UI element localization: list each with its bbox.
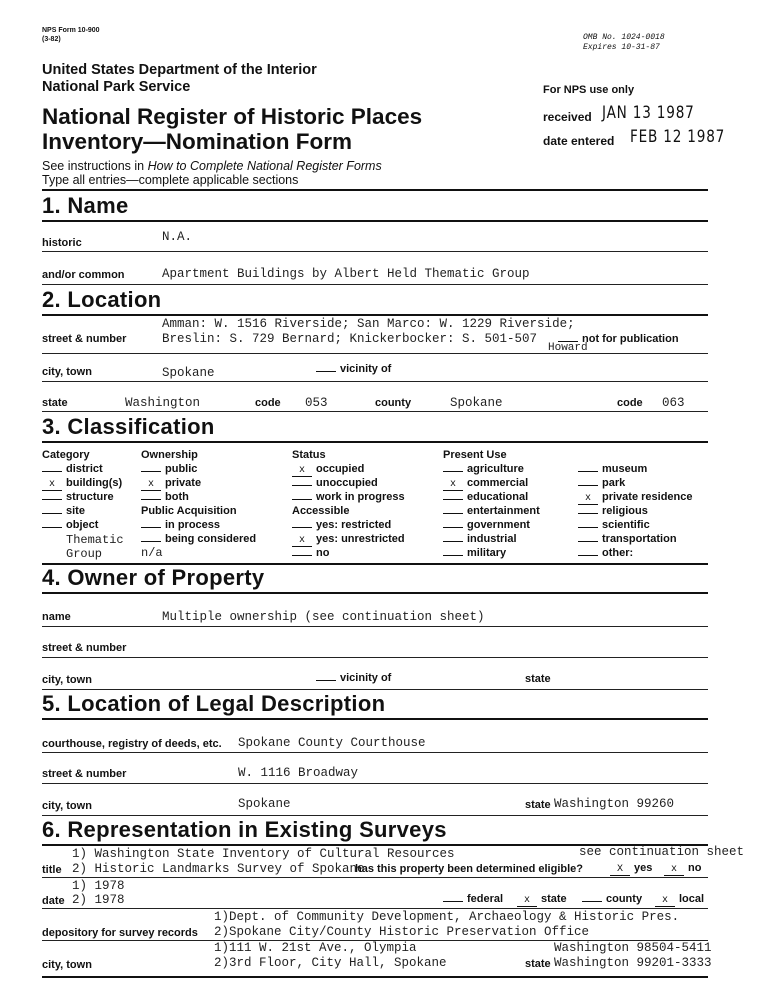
status-heading: Status: [292, 449, 326, 461]
checkbox-label: in process: [165, 519, 221, 531]
street-line-2: Breslin: S. 729 Bernard; Knickerbocker: S. 501-507: [162, 332, 538, 346]
code-label: code: [255, 397, 281, 409]
public-acquisition-heading: Public Acquisition: [141, 505, 237, 517]
instructions: See instructions in How to Complete National Register Forms: [42, 159, 382, 173]
section-4-heading: 4. Owner of Property: [42, 565, 265, 590]
checkbox-mark: [292, 555, 312, 556]
checkbox-mark: [141, 499, 161, 500]
common-name-value: Apartment Buildings by Albert Held Thematic Group: [162, 267, 530, 281]
checkbox-mark: x: [141, 480, 161, 491]
survey-title-2: 2) Historic Landmarks Survey of Spokane: [72, 862, 365, 876]
checkbox-item: [292, 477, 378, 489]
checkbox-mark: [443, 527, 463, 528]
depository-city-1: 1)111 W. 21st Ave., Olympia: [214, 941, 417, 955]
county-code-label: code: [617, 397, 643, 409]
checkbox-label: both: [165, 491, 189, 503]
checkbox-item: [443, 533, 517, 545]
level-county: county: [582, 893, 642, 905]
survey-title-label: title: [42, 864, 62, 876]
checkbox-mark: [578, 527, 598, 528]
form-revision: (3-82): [42, 36, 61, 43]
historic-value: N.A.: [162, 230, 193, 244]
checkbox-mark: [578, 541, 598, 542]
checkbox-label: religious: [602, 505, 648, 517]
received-stamp: JAN 13 1987: [602, 103, 695, 123]
eligible-no: x no: [664, 862, 701, 876]
checkbox-label: other:: [602, 547, 634, 559]
checkbox-mark: [443, 513, 463, 514]
continuation-note: see continuation sheet: [579, 845, 745, 859]
checkbox-item: [578, 463, 647, 475]
vicinity-of: vicinity of: [316, 363, 391, 375]
checkbox-mark: [443, 555, 463, 556]
checkbox-mark: [292, 527, 312, 528]
checkbox-label: military: [467, 547, 507, 559]
eligible-question: has this property been determined eligible?: [355, 863, 583, 875]
checkbox-label: government: [467, 519, 530, 531]
checkbox-item: [292, 519, 391, 531]
entered-stamp: FEB 12 1987: [630, 127, 726, 147]
section-2-heading: 2. Location: [42, 287, 162, 312]
legal-state-value: Washington 99260: [554, 797, 675, 811]
present-use-heading: Present Use: [443, 449, 507, 461]
depository-1: 1)Dept. of Community Development, Archaeology & Historic Pres.: [214, 910, 680, 924]
checkbox-label: park: [602, 477, 626, 489]
department: United States Department of the Interior: [42, 62, 317, 78]
checkbox-item: [141, 463, 197, 475]
checkbox-item: [292, 547, 329, 559]
legal-street-value: W. 1116 Broadway: [238, 766, 359, 780]
checkbox-item: [443, 491, 528, 503]
checkbox-item: [292, 533, 405, 547]
checkbox-mark: [443, 541, 463, 542]
checkbox-label: entertainment: [467, 505, 540, 517]
checkbox-label: public: [165, 463, 198, 475]
checkbox-mark: [141, 471, 161, 472]
checkbox-label: yes: restricted: [316, 519, 392, 531]
checkbox-item: [578, 533, 677, 545]
date-entered-label: date entered: [543, 134, 615, 148]
depository-state-label: state: [525, 958, 551, 970]
checkbox-label: structure: [66, 491, 114, 503]
form-title-line1: National Register of Historic Places: [42, 104, 423, 129]
checkbox-label: district: [66, 463, 103, 475]
checkbox-item: [141, 519, 220, 531]
owner-street-label: street & number: [42, 642, 127, 654]
checkbox-item: [578, 547, 633, 559]
checkbox-label: unoccupied: [316, 477, 378, 489]
checkbox-mark: [578, 471, 598, 472]
state-value: Washington: [125, 396, 201, 410]
checkbox-item: [443, 505, 540, 517]
checkbox-label: site: [66, 505, 85, 517]
checkbox-item: [578, 491, 693, 505]
county-code-value: 063: [662, 396, 685, 410]
checkbox-mark: [578, 513, 598, 514]
received-label: received: [543, 110, 592, 124]
county-value: Spokane: [450, 396, 503, 410]
checkbox-mark: x: [292, 466, 312, 477]
checkbox-mark: [443, 471, 463, 472]
historic-label: historic: [42, 237, 82, 249]
checkbox-mark: [42, 527, 62, 528]
checkbox-item: [443, 519, 530, 531]
checkbox-mark: [578, 485, 598, 486]
state-label: state: [42, 397, 68, 409]
checkbox-item: [42, 519, 98, 531]
category-note-2: Group: [66, 547, 103, 561]
checkbox-item: [443, 463, 524, 475]
expiration: Expires 10-31-87: [583, 43, 660, 52]
checkbox-label: commercial: [467, 477, 529, 489]
county-label: county: [375, 397, 412, 409]
level-local: x local: [655, 893, 704, 907]
checkbox-label: occupied: [316, 463, 365, 475]
street-label: street & number: [42, 333, 127, 345]
survey-date-1: 1) 1978: [72, 879, 125, 893]
checkbox-item: [42, 491, 114, 503]
depository-city-2: 2)3rd Floor, City Hall, Spokane: [214, 956, 447, 970]
level-state: x state: [517, 893, 567, 907]
agency: National Park Service: [42, 79, 191, 95]
section-1-heading: 1. Name: [42, 193, 129, 218]
ownership-heading: Ownership: [141, 449, 198, 461]
category-note-1: Thematic: [66, 533, 124, 547]
code-value: 053: [305, 396, 328, 410]
owner-name-value: Multiple ownership (see continuation sheet): [162, 610, 485, 624]
checkbox-mark: [443, 499, 463, 500]
checkbox-item: [578, 519, 650, 531]
checkbox-label: agriculture: [467, 463, 524, 475]
owner-city-label: city, town: [42, 674, 92, 686]
checkbox-item: [141, 477, 201, 491]
instructions-2: Type all entries—complete applicable sections: [42, 173, 299, 187]
checkbox-label: private: [165, 477, 202, 489]
nps-use-label: For NPS use only: [543, 84, 635, 96]
courthouse-label: courthouse, registry of deeds, etc.: [42, 738, 222, 750]
legal-city-label: city, town: [42, 800, 92, 812]
accessible-heading: Accessible: [292, 505, 350, 517]
checkbox-label: work in progress: [316, 491, 405, 503]
depository-label: depository for survey records: [42, 927, 198, 939]
checkbox-mark: [42, 471, 62, 472]
checkbox-item: [578, 505, 648, 517]
checkbox-mark: [578, 555, 598, 556]
depository-city-label: city, town: [42, 959, 92, 971]
category-heading: Category: [42, 449, 90, 461]
checkbox-item: [292, 463, 364, 477]
eligible-yes: X yes: [610, 862, 652, 876]
checkbox-label: building(s): [66, 477, 123, 489]
owner-state-label: state: [525, 673, 551, 685]
checkbox-mark: x: [443, 480, 463, 491]
checkbox-label: no: [316, 547, 330, 559]
checkbox-item: [141, 491, 189, 503]
city-value: Spokane: [162, 366, 215, 380]
checkbox-mark: x: [292, 536, 312, 547]
checkbox-item: [443, 477, 528, 491]
checkbox-label: private residence: [602, 491, 693, 503]
form-number: NPS Form 10-900: [42, 27, 100, 34]
checkbox-mark: x: [42, 480, 62, 491]
checkbox-item: [141, 533, 256, 545]
survey-title-1: 1) Washington State Inventory of Cultural Resources: [72, 847, 455, 861]
section-3-heading: 3. Classification: [42, 414, 215, 439]
checkbox-mark: [141, 527, 161, 528]
street-line-1: Amman: W. 1516 Riverside; San Marco: W. 1229 Riverside;: [162, 317, 575, 331]
checkbox-label: scientific: [602, 519, 650, 531]
survey-date-label: date: [42, 895, 65, 907]
checkbox-mark: [141, 541, 161, 542]
owner-name-label: name: [42, 611, 71, 623]
public-acquisition-note: n/a: [141, 546, 163, 560]
checkbox-label: educational: [467, 491, 529, 503]
depository-state-1: Washington 98504-5411: [554, 941, 712, 955]
checkbox-item: [42, 477, 122, 491]
checkbox-item: [443, 547, 506, 559]
checkbox-item: [42, 505, 85, 517]
checkbox-mark: [42, 513, 62, 514]
city-label: city, town: [42, 366, 92, 378]
checkbox-mark: [292, 499, 312, 500]
checkbox-mark: [292, 485, 312, 486]
legal-city-value: Spokane: [238, 797, 291, 811]
depository-2: 2)Spokane City/County Historic Preservation Office: [214, 925, 590, 939]
checkbox-label: being considered: [165, 533, 257, 545]
section-5-heading: 5. Location of Legal Description: [42, 691, 386, 716]
checkbox-label: transportation: [602, 533, 677, 545]
section-6-heading: 6. Representation in Existing Surveys: [42, 817, 447, 842]
courthouse-value: Spokane County Courthouse: [238, 736, 426, 750]
depository-state-2: Washington 99201-3333: [554, 956, 712, 970]
not-for-publication: not for publication: [558, 333, 679, 345]
checkbox-label: museum: [602, 463, 648, 475]
checkbox-mark: x: [578, 494, 598, 505]
checkbox-label: industrial: [467, 533, 517, 545]
checkbox-item: [42, 463, 103, 475]
common-name-label: and/or common: [42, 269, 125, 281]
street-line-3: Howard: [548, 342, 588, 354]
level-federal: federal: [443, 893, 503, 905]
checkbox-item: [292, 491, 405, 503]
legal-street-label: street & number: [42, 768, 127, 780]
omb-number: OMB No. 1024-0018: [583, 33, 665, 42]
form-title-line2: Inventory—Nomination Form: [42, 129, 353, 154]
checkbox-item: [578, 477, 625, 489]
checkbox-label: object: [66, 519, 99, 531]
checkbox-mark: [42, 499, 62, 500]
survey-date-2: 2) 1978: [72, 893, 125, 907]
legal-state-label: state: [525, 799, 551, 811]
owner-vicinity: vicinity of: [316, 672, 391, 684]
checkbox-label: yes: unrestricted: [316, 533, 405, 545]
